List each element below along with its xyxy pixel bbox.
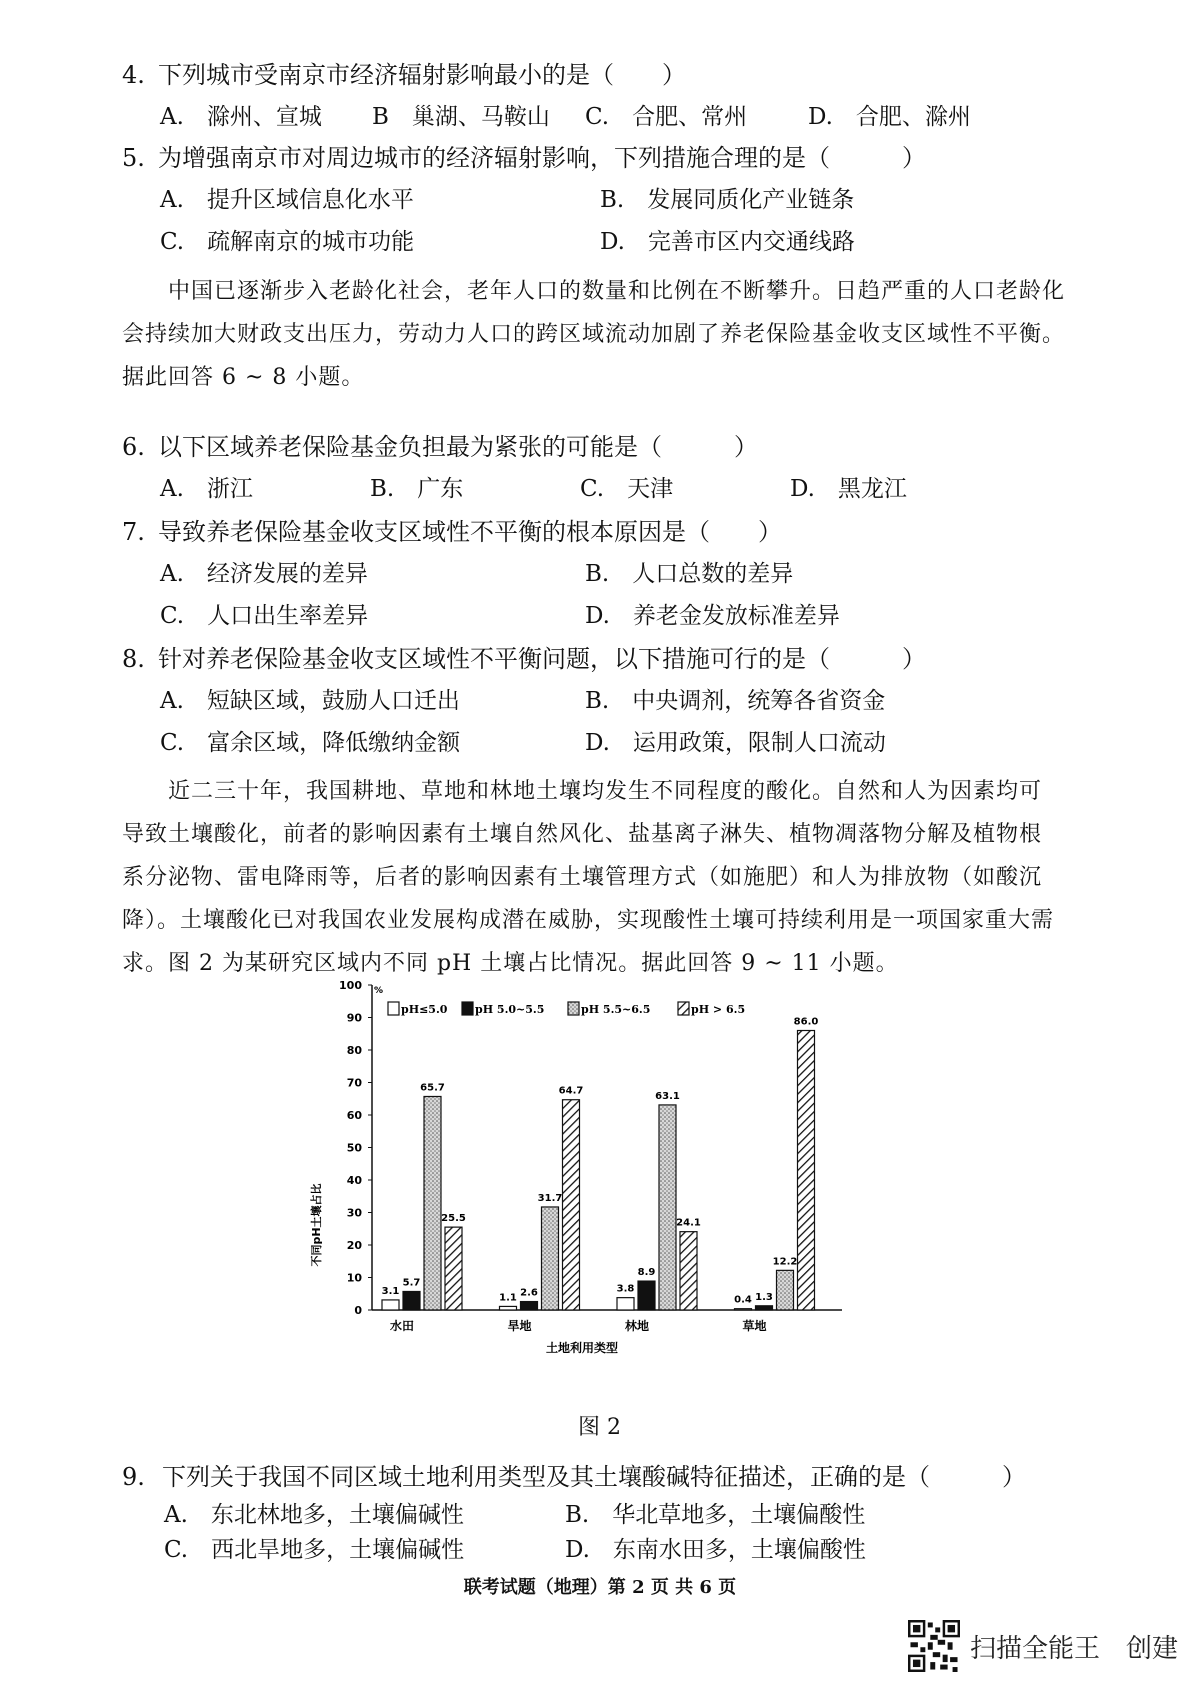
bar bbox=[521, 1302, 538, 1310]
passage-line: 近二三十年，我国耕地、草地和林地土壤均发生不同程度的酸化。自然和人为因素均可 bbox=[168, 779, 1043, 804]
data-label: 25.5 bbox=[441, 1213, 466, 1225]
legend-swatch bbox=[568, 1002, 579, 1015]
passage-line: 求。图 2 为某研究区域内不同 pH 土壤占比情况。据此回答 9 ~ 11 小题。 bbox=[122, 951, 899, 976]
passage-line: 据此回答 6 ~ 8 小题。 bbox=[122, 365, 365, 390]
option-c: C. 疏解南京的城市功能 bbox=[160, 229, 415, 255]
y-tick-label: 60 bbox=[346, 1109, 362, 1122]
bar bbox=[659, 1105, 676, 1310]
data-label: 3.1 bbox=[381, 1285, 400, 1297]
data-label: 65.7 bbox=[420, 1082, 445, 1094]
bar bbox=[424, 1096, 441, 1310]
option-d: D. 运用政策，限制人口流动 bbox=[585, 730, 886, 756]
option-b: B. 发展同质化产业链条 bbox=[600, 187, 855, 213]
option-c: C. 富余区域，降低缴纳金额 bbox=[160, 730, 461, 756]
y-tick-label: 40 bbox=[346, 1174, 362, 1187]
data-label: 31.7 bbox=[537, 1192, 563, 1204]
data-label: 24.1 bbox=[676, 1217, 701, 1229]
passage-line: 中国已逐渐步入老龄化社会，老年人口的数量和比例在不断攀升。日趋严重的人口老龄化 bbox=[168, 279, 1066, 304]
legend-swatch bbox=[678, 1002, 689, 1015]
option-d: D. 黑龙江 bbox=[790, 476, 907, 502]
data-label: 1.1 bbox=[499, 1292, 517, 1304]
question-number: 5. bbox=[122, 144, 145, 172]
y-tick-label: 100 bbox=[339, 980, 362, 992]
option-c: C. 天津 bbox=[580, 476, 674, 502]
bar bbox=[617, 1298, 634, 1310]
bar bbox=[735, 1309, 752, 1310]
passage-line: 导致土壤酸化，前者的影响因素有土壤自然风化、盐基离子淋失、植物凋落物分解及植物根 bbox=[122, 822, 1043, 847]
option-d: D. 养老金发放标准差异 bbox=[585, 603, 840, 629]
question-stem: 下列城市受南京市经济辐射影响最小的是（ ） bbox=[158, 61, 686, 89]
legend-swatch bbox=[462, 1002, 473, 1015]
bar bbox=[382, 1300, 399, 1310]
passage-aging bbox=[122, 270, 1122, 399]
data-label: 3.8 bbox=[616, 1283, 635, 1295]
y-unit-label: % bbox=[374, 986, 384, 996]
scanner-brand-text: 扫描全能王 创建 bbox=[970, 1633, 1179, 1664]
x-tick-label: 旱地 bbox=[507, 1319, 532, 1333]
legend-label: pH 5.5~6.5 bbox=[581, 1003, 651, 1016]
passage-line: 降）。土壤酸化已对我国农业发展构成潜在威胁，实现酸性土壤可持续利用是一项国家重大需 bbox=[122, 908, 1055, 933]
option-a: A. 经济发展的差异 bbox=[160, 561, 368, 587]
option-b: B. 广东 bbox=[370, 476, 464, 502]
bar bbox=[798, 1031, 815, 1311]
question-number: 7. bbox=[122, 518, 145, 546]
data-label: 63.1 bbox=[655, 1090, 680, 1102]
y-tick-label: 50 bbox=[346, 1141, 362, 1155]
y-tick-label: 90 bbox=[346, 1011, 362, 1025]
option-a: A. 浙江 bbox=[160, 476, 253, 502]
data-label: 2.6 bbox=[520, 1287, 538, 1299]
x-tick-label: 林地 bbox=[624, 1319, 650, 1333]
question-stem: 针对养老保险基金收支区域性不平衡问题，以下措施可行的是（ ） bbox=[158, 645, 926, 673]
passage-soil bbox=[122, 770, 1122, 985]
question-stem: 以下区域养老保险基金负担最为紧张的可能是（ ） bbox=[158, 433, 758, 461]
option-c: C. 合肥、常州 bbox=[585, 104, 748, 130]
passage-line: 会持续加大财政支出压力，劳动力人口的跨区域流动加剧了养老保险基金收支区域性不平衡。 bbox=[122, 322, 1066, 347]
option-a: A. 滁州、宣城 bbox=[160, 104, 322, 130]
y-tick-label: 10 bbox=[346, 1271, 362, 1285]
bar bbox=[542, 1207, 559, 1310]
data-label: 0.4 bbox=[734, 1294, 752, 1306]
page-footer: 联考试题（地理）第 2 页 共 6 页 bbox=[463, 1577, 737, 1598]
data-label: 1.3 bbox=[755, 1291, 773, 1303]
option-b: B. 人口总数的差异 bbox=[585, 561, 794, 587]
option-c: C. 西北旱地多，土壤偏碱性 bbox=[164, 1537, 465, 1563]
option-d: D. 东南水田多，土壤偏酸性 bbox=[565, 1537, 866, 1563]
option-d: D. 合肥、滁州 bbox=[808, 104, 971, 130]
qr-code-icon bbox=[908, 1620, 960, 1672]
legend-label: pH 5.0~5.5 bbox=[475, 1003, 545, 1016]
option-b: B. 华北草地多，土壤偏酸性 bbox=[565, 1502, 866, 1528]
data-label: 8.9 bbox=[637, 1267, 656, 1279]
scanner-watermark bbox=[908, 1620, 1178, 1672]
x-tick-label: 水田 bbox=[389, 1319, 415, 1333]
data-label: 64.7 bbox=[558, 1085, 584, 1097]
question-number: 4. bbox=[122, 61, 145, 89]
bar bbox=[563, 1100, 580, 1310]
y-axis-title: 不同pH土壤占比 bbox=[310, 1183, 323, 1267]
data-label: 86.0 bbox=[793, 1016, 819, 1028]
bar bbox=[403, 1291, 420, 1310]
x-tick-label: 草地 bbox=[742, 1319, 767, 1333]
figure-caption: 图 2 bbox=[578, 1415, 621, 1440]
x-axis-title: 土地利用类型 bbox=[545, 1341, 619, 1355]
y-tick-label: 30 bbox=[346, 1206, 362, 1220]
y-tick-label: 20 bbox=[346, 1239, 362, 1252]
option-a: A. 提升区域信息化水平 bbox=[160, 187, 414, 213]
question-stem: 下列关于我国不同区域土地利用类型及其土壤酸碱特征描述，正确的是（ ） bbox=[162, 1463, 1026, 1491]
option-c: C. 人口出生率差异 bbox=[160, 603, 369, 629]
data-label: 5.7 bbox=[402, 1277, 421, 1289]
bar bbox=[680, 1232, 697, 1310]
question-number: 6. bbox=[122, 433, 145, 461]
question-stem: 为增强南京市对周边城市的经济辐射影响，下列措施合理的是（ ） bbox=[158, 144, 926, 172]
option-d: D. 完善市区内交通线路 bbox=[600, 229, 855, 255]
bar bbox=[777, 1270, 794, 1310]
bar bbox=[445, 1227, 462, 1310]
question-stem: 导致养老保险基金收支区域性不平衡的根本原因是（ ） bbox=[158, 518, 782, 546]
y-tick-label: 0 bbox=[354, 1304, 362, 1317]
passage-line: 系分泌物、雷电降雨等，后者的影响因素有土壤管理方式（如施肥）和人为排放物（如酸沉 bbox=[122, 865, 1043, 890]
soil-ph-bar-chart bbox=[300, 980, 860, 1400]
question-number: 8. bbox=[122, 645, 145, 673]
y-tick-label: 80 bbox=[346, 1044, 362, 1057]
chart-bars bbox=[382, 1017, 819, 1334]
bar bbox=[638, 1281, 655, 1310]
legend-swatch bbox=[388, 1002, 399, 1015]
data-label: 12.2 bbox=[772, 1256, 798, 1268]
option-a: A. 短缺区域，鼓励人口迁出 bbox=[160, 688, 460, 714]
option-b: B 巢湖、马鞍山 bbox=[372, 104, 550, 130]
legend-label: pH≤5.0 bbox=[401, 1003, 448, 1016]
option-b: B. 中央调剂，统筹各省资金 bbox=[585, 688, 886, 714]
bar bbox=[756, 1306, 773, 1310]
legend-label: pH > 6.5 bbox=[691, 1003, 746, 1016]
option-a: A. 东北林地多，土壤偏碱性 bbox=[164, 1502, 464, 1528]
chart-legend bbox=[388, 1002, 745, 1016]
y-tick-label: 70 bbox=[346, 1076, 362, 1090]
bar bbox=[500, 1306, 517, 1310]
question-number: 9. bbox=[122, 1463, 145, 1491]
